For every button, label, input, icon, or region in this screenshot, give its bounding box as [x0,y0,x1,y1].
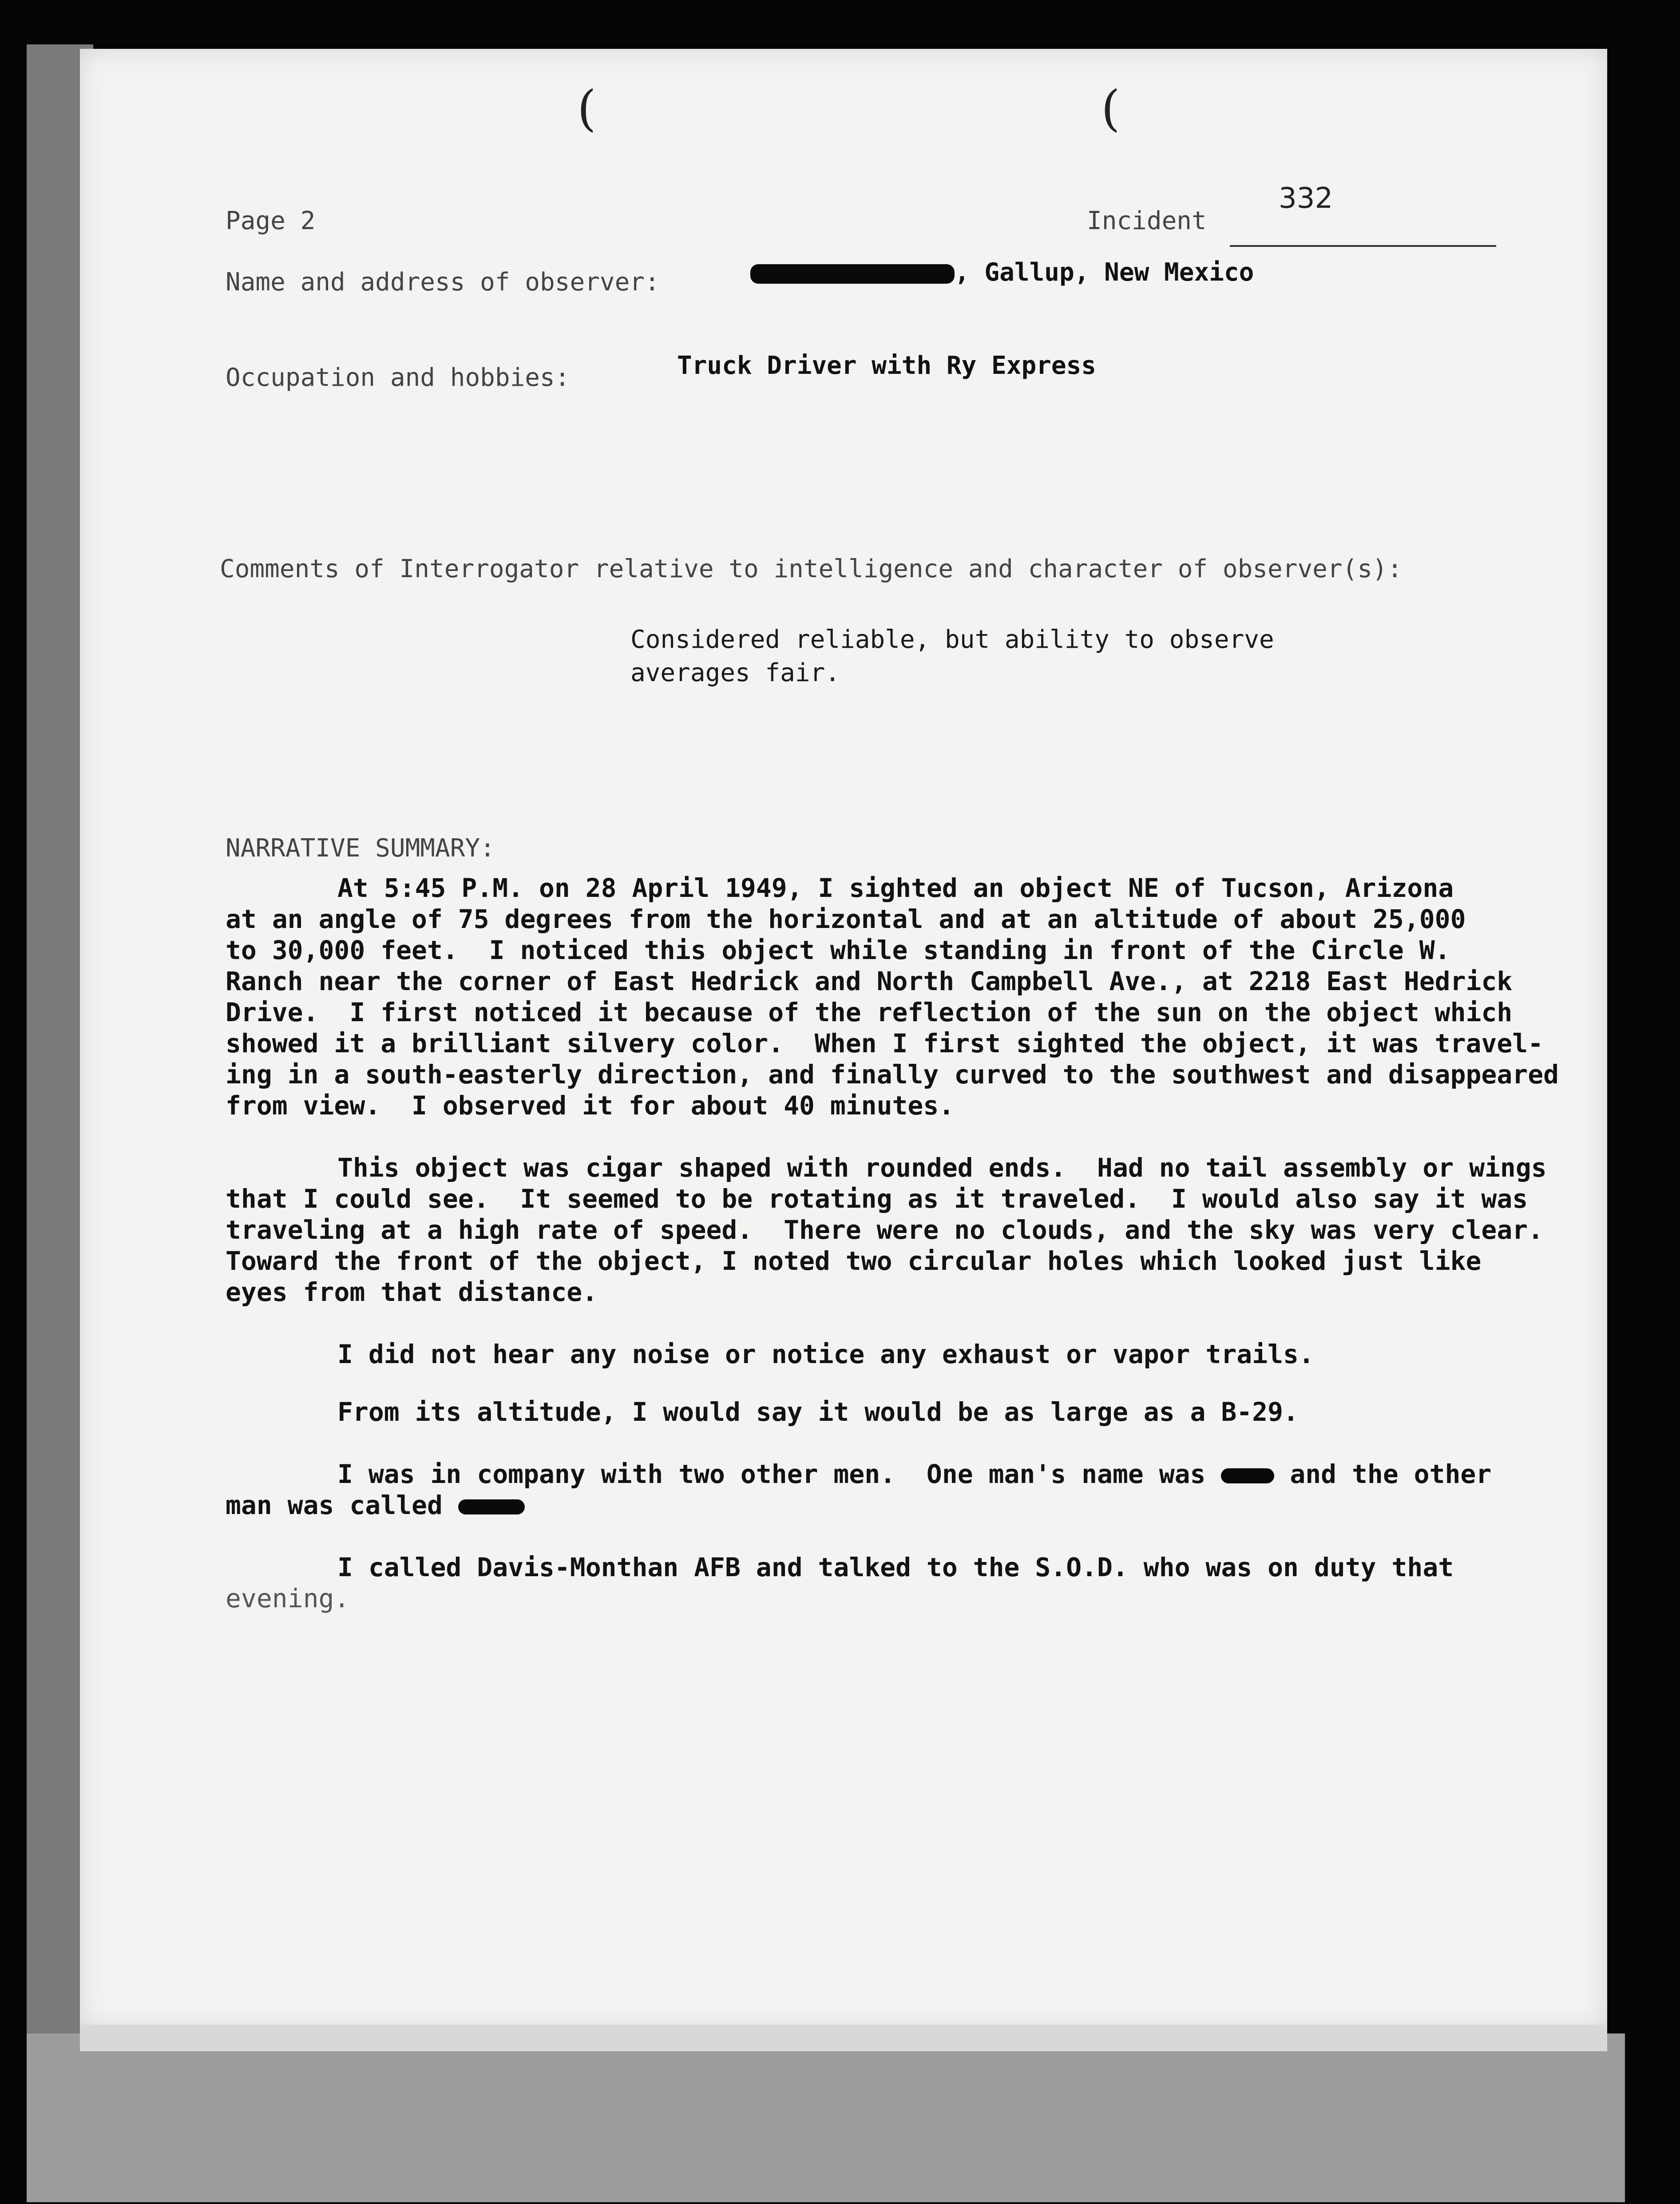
narrative-heading: NARRATIVE SUMMARY: [226,834,495,863]
paragraph-line [337,1459,1491,1490]
paragraph-line: at an angle of 75 degrees from the horizontal and at an altitude of about 25,000 [226,904,1466,934]
paragraph-line: evening. [226,1583,350,1613]
narrative-paragraph-4: From its altitude, I would say it would be as large as a B-29. [337,1397,1299,1427]
redaction-box [458,1499,525,1514]
paragraph-line: I called Davis-Monthan AFB and talked to the S.O.D. who was on duty that [337,1552,1454,1582]
narrative-paragraph-3: I did not hear any noise or notice any exhaust or vapor trails. [337,1339,1314,1369]
paragraph-line: showed it a brilliant silvery color. When I first sighted the object, it was travel- [226,1028,1544,1058]
incident-underline [1230,245,1496,247]
paragraph-line: eyes from that distance. [226,1277,598,1307]
binding-mark-right: ( [1101,80,1120,137]
paragraph-line [226,1490,525,1521]
binding-mark-left: ( [577,80,596,137]
occupation-value: Truck Driver with Ry Express [677,351,1097,380]
paragraph-line: Drive. I first noticed it because of the reflection of the sun on the object which [226,997,1513,1027]
redaction-box [750,264,955,284]
observer-address-line [750,257,1254,289]
paragraph-line: Toward the front of the object, I noted two circular holes which looked just like [226,1246,1482,1276]
paragraph-text: and the other [1290,1459,1492,1489]
redaction-box [1221,1468,1274,1483]
page-label: Page 2 [226,206,316,235]
paragraph-line: At 5:45 P.M. on 28 April 1949, I sighted an object NE of Tucson, Arizona [337,873,1454,903]
name-address-label: Name and address of observer: [226,268,660,297]
paragraph-line: to 30,000 feet. I noticed this object while standing in front of the Circle W. [226,935,1450,965]
incident-number: 332 [1279,182,1333,215]
observer-address: , Gallup, New Mexico [955,258,1254,287]
comments-line-1: Considered reliable, but ability to observe [630,625,1274,654]
page-bottom-edge [80,2025,1607,2051]
incident-label: Incident [1087,206,1207,235]
paragraph-line: ing in a south-easterly direction, and finally curved to the southwest and disappeared [226,1059,1559,1090]
paragraph-line: This object was cigar shaped with rounded ends. Had no tail assembly or wings [337,1153,1547,1183]
occupation-label: Occupation and hobbies: [226,363,570,392]
paragraph-line: traveling at a high rate of speed. There were no clouds, and the sky was very clear. [226,1215,1544,1245]
paragraph-line: from view. I observed it for about 40 minutes. [226,1090,955,1121]
paragraph-text: I was in company with two other men. One man's name was [337,1459,1206,1489]
paper-bottom-shadow [27,2034,1625,2202]
paragraph-line: Ranch near the corner of East Hedrick and North Campbell Ave., at 2218 East Hedrick [226,966,1513,996]
paragraph-line: that I could see. It seemed to be rotating as it traveled. I would also say it was [226,1184,1528,1214]
comments-line-2: averages fair. [630,658,840,687]
comments-label: Comments of Interrogator relative to intelligence and character of observer(s): [220,555,1403,583]
paragraph-text: man was called [226,1490,443,1520]
